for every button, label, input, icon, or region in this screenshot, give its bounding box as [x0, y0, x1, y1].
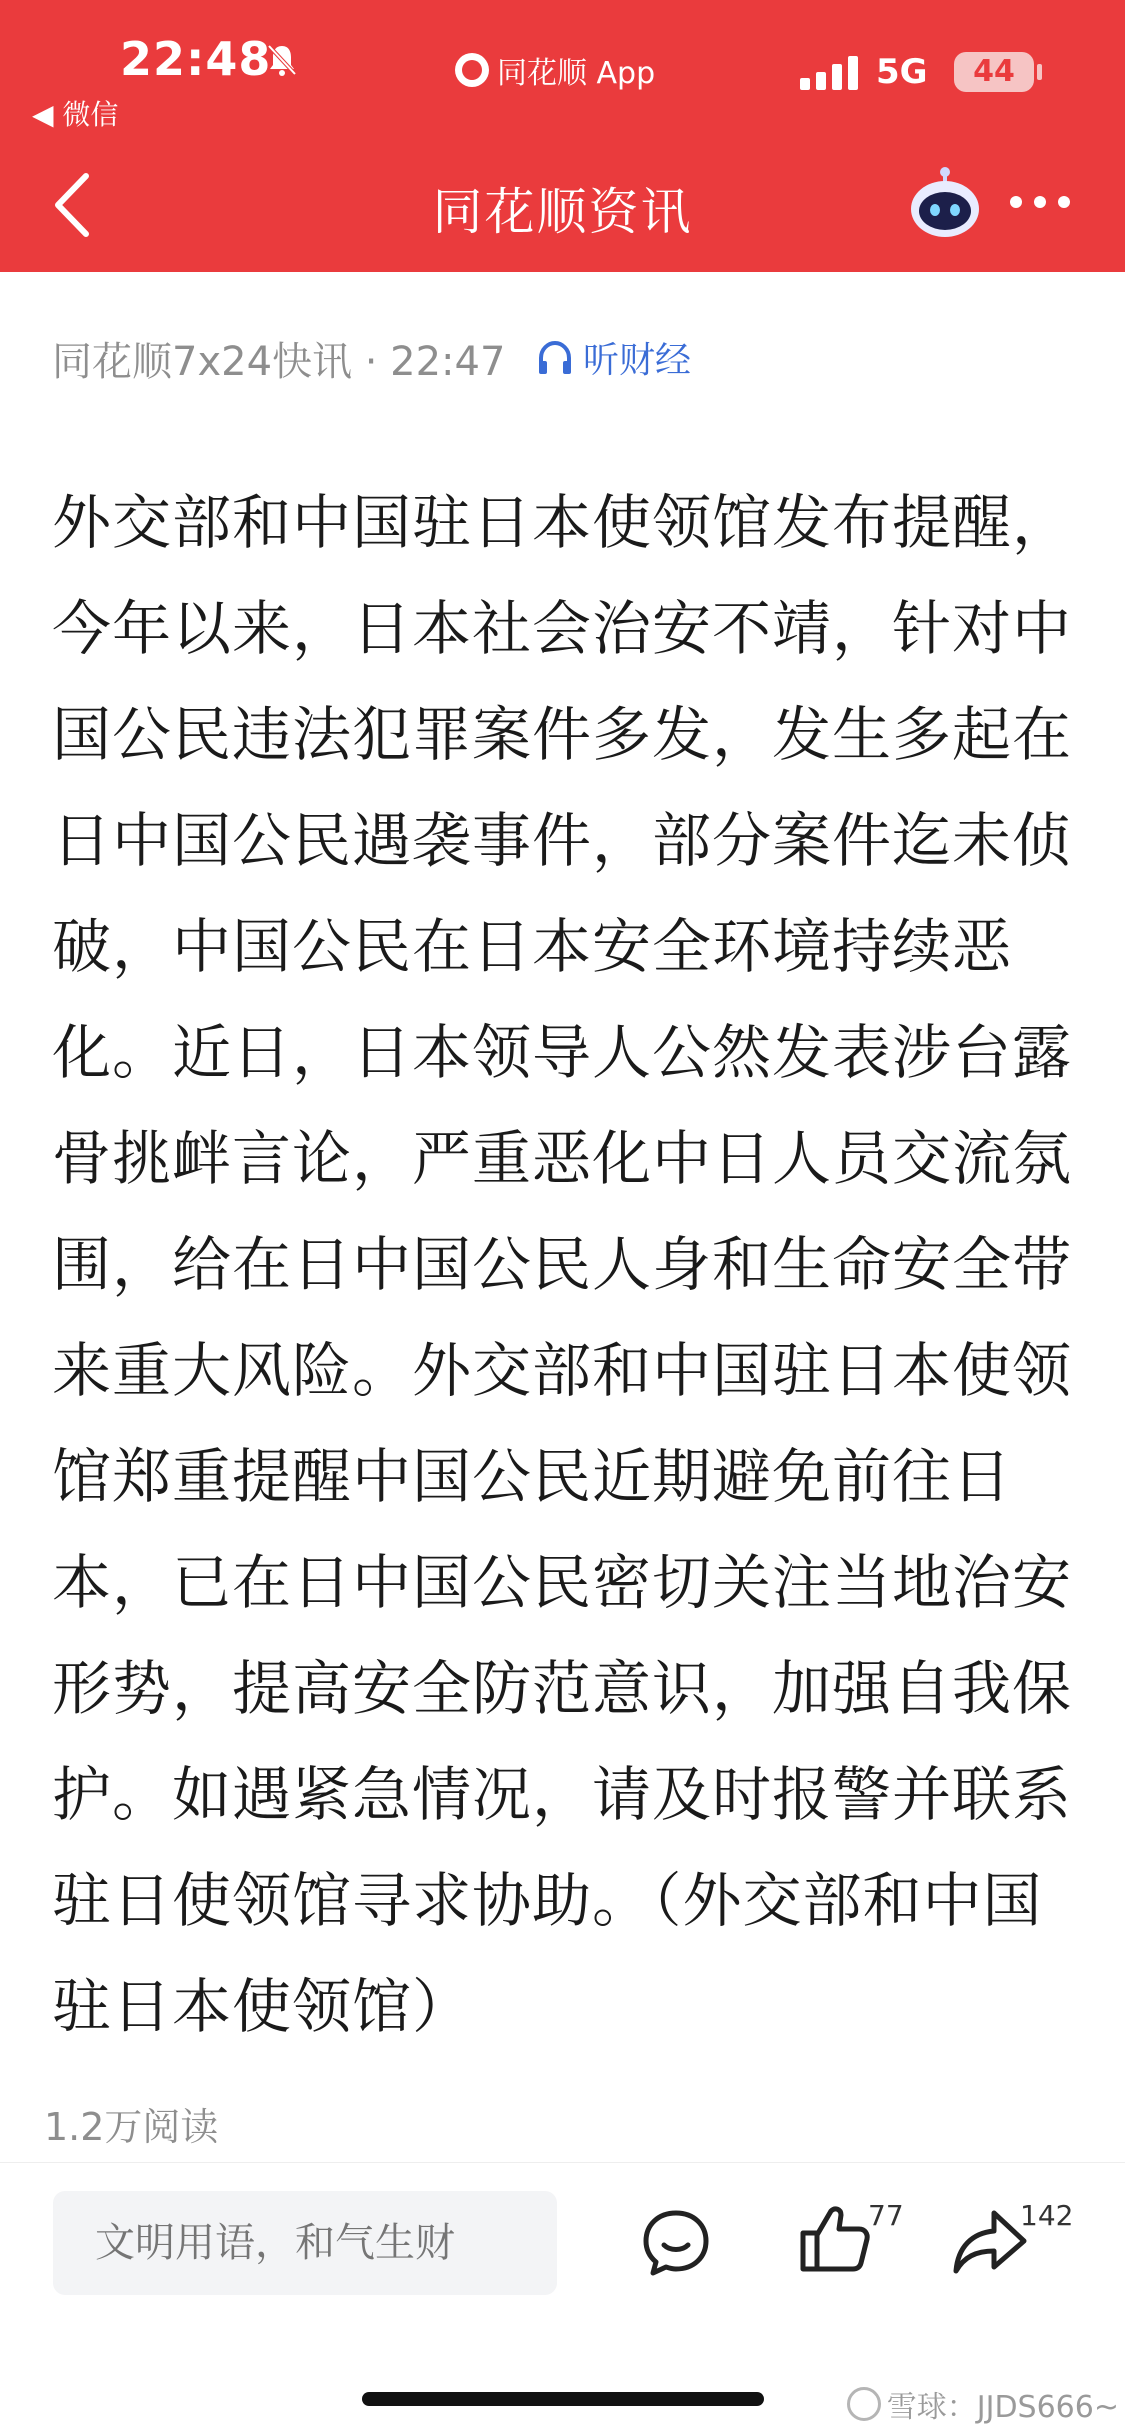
network-type: 5G [876, 52, 928, 92]
comment-input[interactable] [53, 2191, 557, 2295]
back-to-wechat[interactable]: ◀ 微信 [32, 98, 119, 131]
app-indicator-label: 同花顺 App [497, 56, 656, 91]
article-body: 外交部和中国驻日本使领馆发布提醒，今年以来，日本社会治安不靖，针对中国公民违法犯罪案件多发，发生多起在日中国公民遇袭事件，部分案件迄未侦破，中国公民在日本安全环境持续恶化。近日，日本领导人公然发表涉台露骨挑衅言论，严重恶化中日人员交流氛围，给在日中国公民人身和生命安全带来重大风险。外交部和中国驻日本使领馆郑重提醒中国公民近期避免前往日本，已在日中国公民密切关注当地治安形势，提高安全防范意识，加强自我保护。如遇紧急情况，请及时报警并联系驻日使领馆寻求协助。（外交部和中国驻日本使领馆） [52, 488, 1073, 2041]
share-count: 142 [1020, 2199, 1074, 2232]
watermark-logo-icon [847, 2387, 881, 2421]
app-header [0, 0, 1125, 272]
battery-icon [954, 52, 1034, 92]
share-arrow-icon[interactable] [950, 2203, 1030, 2283]
status-time: 22:48 [120, 32, 272, 86]
signal-icon [800, 56, 860, 90]
news-source-time: 同花顺7x24快讯 · 22:47 [52, 339, 506, 385]
more-menu-icon[interactable] [1010, 196, 1070, 216]
battery-level: 44 [973, 54, 1015, 89]
headphones-icon [535, 338, 575, 378]
like-count: 77 [868, 2199, 904, 2232]
read-count: 1.2万阅读 [44, 2105, 219, 2149]
bell-muted-icon [262, 40, 302, 80]
thumbs-up-icon[interactable] [795, 2199, 875, 2279]
watermark-text: 雪球：JJDS666~ [886, 2390, 1119, 2425]
home-indicator[interactable] [362, 2392, 764, 2406]
watermark [847, 2382, 1119, 2426]
app-indicator [455, 48, 655, 92]
listen-button[interactable] [535, 332, 691, 383]
robot-assistant-icon[interactable] [905, 165, 985, 245]
page-title: 同花顺资讯 [432, 183, 693, 241]
listen-label: 听财经 [583, 340, 692, 381]
bottom-action-bar [0, 2162, 1125, 2362]
comment-icon[interactable] [636, 2203, 716, 2283]
app-logo-icon [455, 53, 489, 87]
